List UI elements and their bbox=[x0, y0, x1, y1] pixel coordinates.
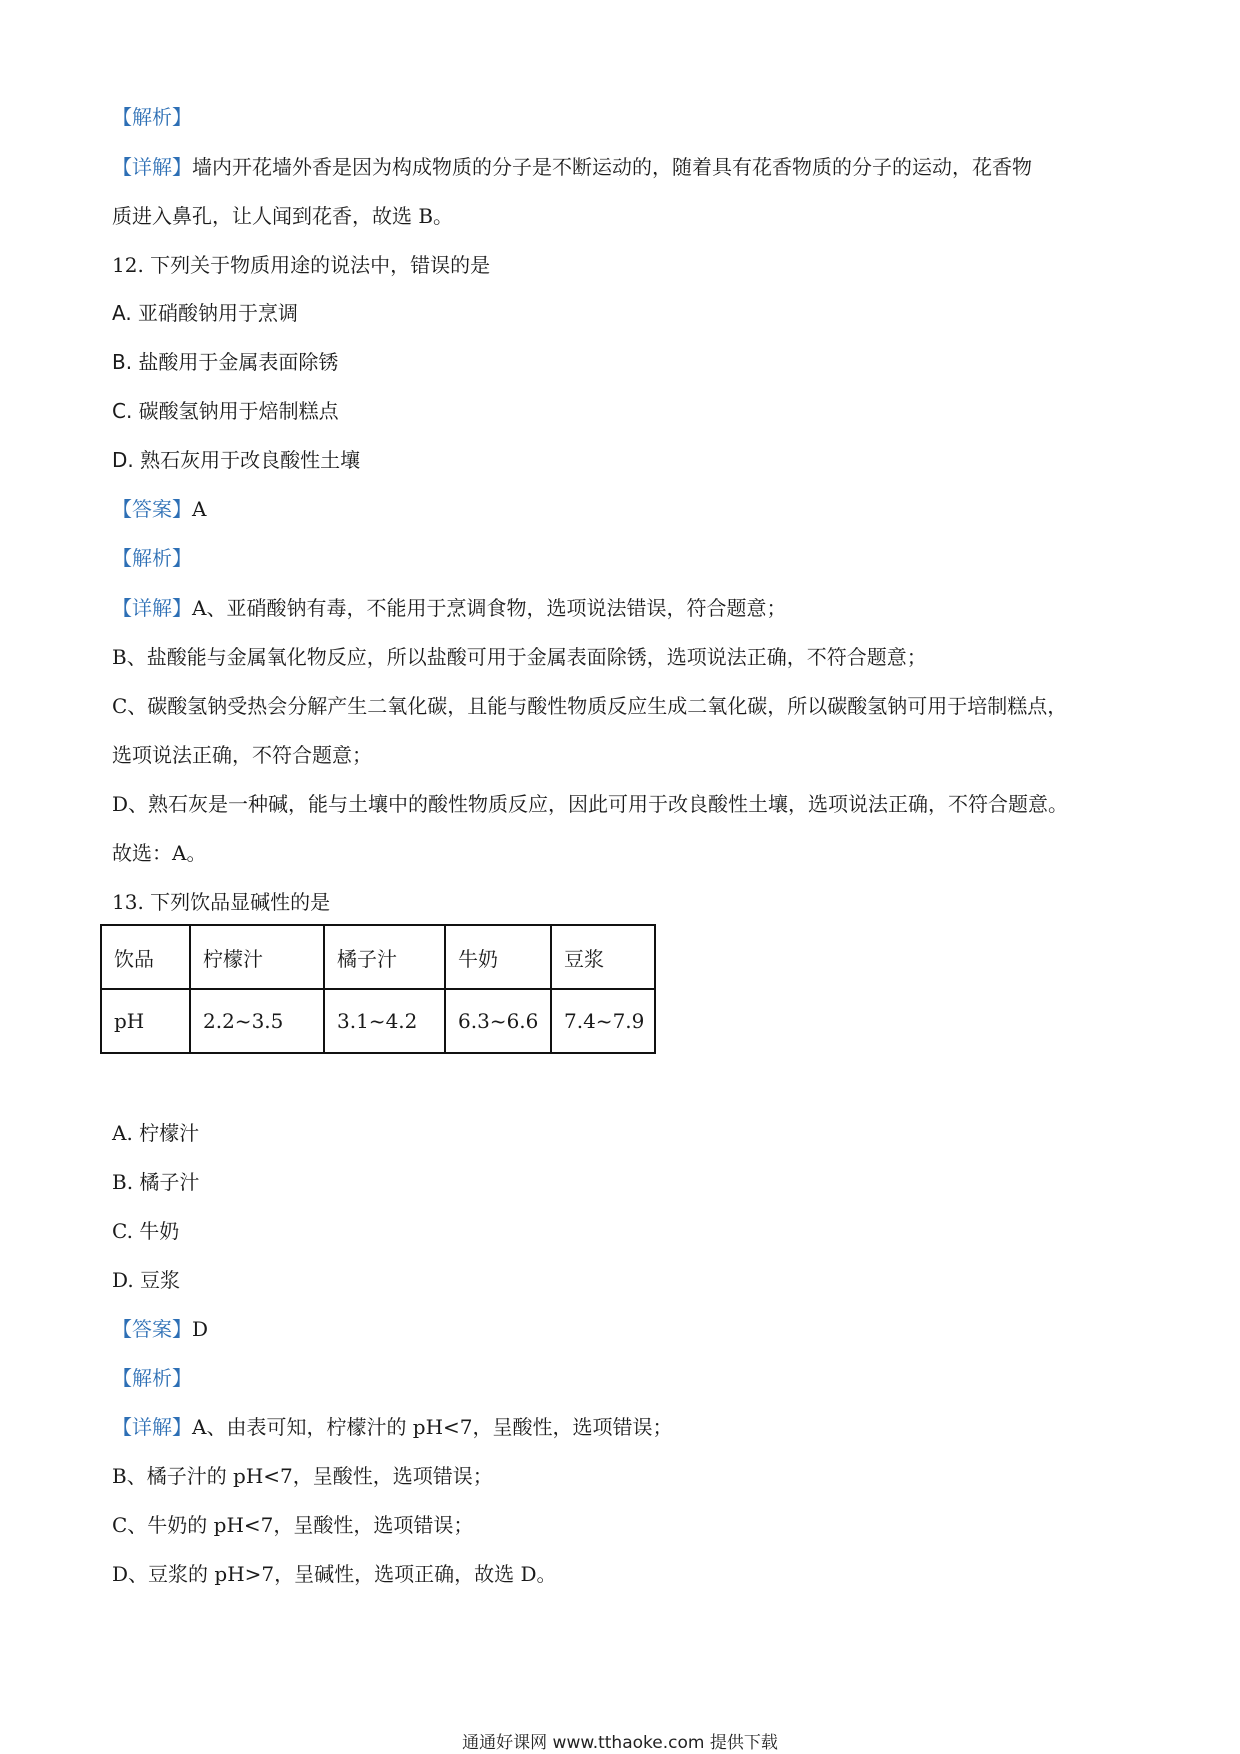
question-12-detail-c1: C、碳酸氢钠受热会分解产生二氧化碳，且能与酸性物质反应生成二氧化碳，所以碳酸氢钠可用于培制糕点， bbox=[112, 694, 1068, 718]
detail-label: 【详解】 bbox=[112, 1415, 192, 1439]
analysis-label: 【解析】 bbox=[112, 105, 192, 129]
table-cell: 7.4~7.9 bbox=[551, 989, 655, 1053]
question-13-option-c: C. 牛奶 bbox=[112, 1219, 180, 1243]
detail-text: A、由表可知，柠檬汁的 pH<7，呈酸性，选项错误； bbox=[192, 1415, 673, 1439]
question-13-answer bbox=[112, 1316, 208, 1342]
question-12-option-d: D. 熟石灰用于改良酸性土壤 bbox=[112, 448, 361, 472]
answer-value: A bbox=[192, 497, 207, 521]
answer-value: D bbox=[192, 1317, 209, 1341]
question-12-detail-b: B、盐酸能与金属氧化物反应，所以盐酸可用于金属表面除锈，选项说法正确，不符合题意； bbox=[112, 645, 927, 669]
question-13-detail-c: C、牛奶的 pH<7，呈酸性，选项错误； bbox=[112, 1513, 474, 1537]
question-12-answer bbox=[112, 496, 206, 522]
detail-text: A、亚硝酸钠有毒，不能用于烹调食物，选项说法错误，符合题意； bbox=[192, 596, 787, 620]
detail-label: 【详解】 bbox=[112, 155, 192, 179]
table-cell: 牛奶 bbox=[445, 925, 551, 989]
question-12-analysis-label: 【解析】 bbox=[112, 546, 192, 570]
table-cell: 橘子汁 bbox=[324, 925, 445, 989]
detail-label: 【详解】 bbox=[112, 596, 192, 620]
question-12-conclusion: 故选：A。 bbox=[112, 841, 207, 865]
question-13-detail-b: B、橘子汁的 pH<7，呈酸性，选项错误； bbox=[112, 1464, 493, 1488]
question-13-option-b: B. 橘子汁 bbox=[112, 1170, 200, 1194]
question-13-option-a: A. 柠檬汁 bbox=[112, 1121, 200, 1145]
question-13-analysis-label: 【解析】 bbox=[112, 1366, 192, 1390]
detail-text: 墙内开花墙外香是因为构成物质的分子是不断运动的，随着具有花香物质的分子的运动，花香物 bbox=[192, 155, 1032, 179]
question-13-stem: 13. 下列饮品显碱性的是 bbox=[112, 890, 331, 914]
question-12-option-c: C. 碳酸氢钠用于焙制糕点 bbox=[112, 399, 339, 423]
question-13-option-d: D. 豆浆 bbox=[112, 1268, 181, 1292]
table-cell: 6.3~6.6 bbox=[445, 989, 551, 1053]
detail-text-line2: 质进入鼻孔，让人闻到花香，故选 B。 bbox=[112, 204, 454, 228]
question-13-detail-d: D、豆浆的 pH>7，呈碱性，选项正确，故选 D。 bbox=[112, 1562, 557, 1586]
table-cell: 柠檬汁 bbox=[190, 925, 324, 989]
page-footer: 通通好课网 www.tthaoke.com 提供下载 bbox=[462, 1733, 778, 1753]
table-cell: 3.1~4.2 bbox=[324, 989, 445, 1053]
question-12-option-a: A. 亚硝酸钠用于烹调 bbox=[112, 301, 299, 325]
question-12-detail-d: D、熟石灰是一种碱，能与土壤中的酸性物质反应，因此可用于改良酸性土壤，选项说法正确，不符合题意。 bbox=[112, 792, 1069, 816]
ph-table bbox=[100, 924, 656, 1054]
table-cell: 豆浆 bbox=[551, 925, 655, 989]
table-cell: 2.2~3.5 bbox=[190, 989, 324, 1053]
question-12-detail-c2: 选项说法正确，不符合题意； bbox=[112, 743, 372, 767]
question-12-detail-a bbox=[112, 595, 786, 621]
question-12-stem: 12. 下列关于物质用途的说法中，错误的是 bbox=[112, 253, 491, 277]
answer-label: 【答案】 bbox=[112, 497, 192, 521]
table-row bbox=[101, 925, 655, 989]
table-cell: 饮品 bbox=[101, 925, 190, 989]
table-cell: pH bbox=[101, 989, 190, 1053]
detail-paragraph bbox=[112, 154, 1032, 180]
question-12-option-b: B. 盐酸用于金属表面除锈 bbox=[112, 350, 339, 374]
answer-label: 【答案】 bbox=[112, 1317, 192, 1341]
question-13-detail-a bbox=[112, 1414, 673, 1440]
table-row bbox=[101, 989, 655, 1053]
